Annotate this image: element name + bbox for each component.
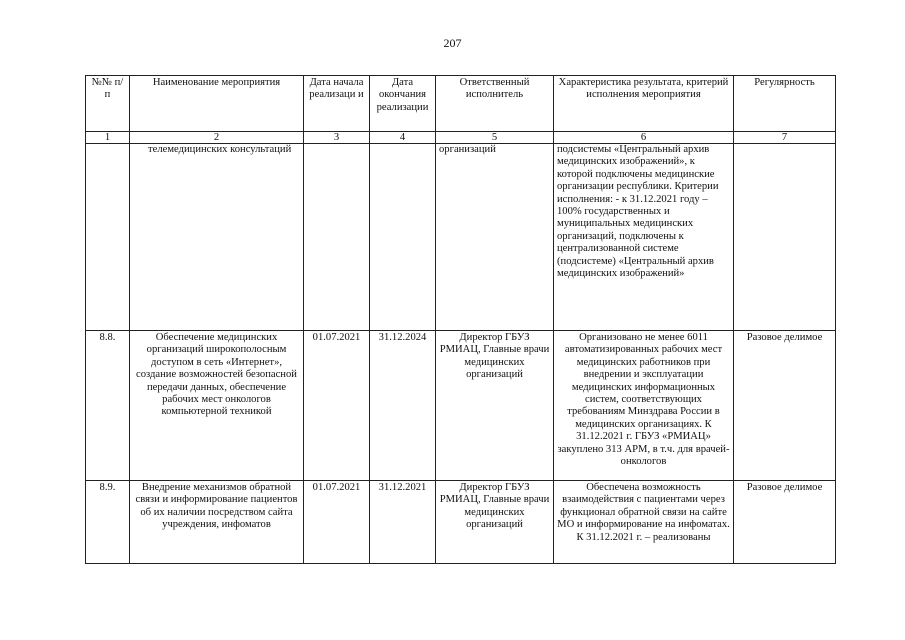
- end-date: 31.12.2024: [370, 331, 436, 481]
- table-row: [86, 331, 836, 481]
- executor: организаций: [436, 144, 554, 331]
- column-number: 3: [304, 132, 370, 144]
- activity-name: Внедрение механизмов обратной связи и информирование пациентов об их наличии посредством сайта учреждения, инфоматов: [130, 481, 304, 564]
- regularity: Разовое делимое: [734, 331, 836, 481]
- header-cell: Характеристика результата, критерий исполнения мероприятия: [554, 76, 734, 132]
- header-cell: Ответственный исполнитель: [436, 76, 554, 132]
- header-cell: №№ п/п: [86, 76, 130, 132]
- column-number-row: [86, 132, 836, 144]
- activities-table: [85, 75, 836, 564]
- column-number: 4: [370, 132, 436, 144]
- executor: Директор ГБУЗ РМИАЦ, Главные врачи медицинских организаций: [436, 331, 554, 481]
- table-row: [86, 481, 836, 564]
- start-date: 01.07.2021: [304, 331, 370, 481]
- column-number: 5: [436, 132, 554, 144]
- row-number: 8.8.: [86, 331, 130, 481]
- page-number: 207: [443, 36, 462, 50]
- end-date: 31.12.2021: [370, 481, 436, 564]
- regularity: Разовое делимое: [734, 481, 836, 564]
- result-description: Организовано не менее 6011 автоматизированных рабочих мест медицинских работников при внедрении и эксплуатации медицинских информационных систем, соответствующих требованиям Минздрава России в медицинских организациях. К 31.12.2021 г. ГБУЗ «РМИАЦ» закуплено 313 АРМ, в т.ч. для врачей-онкологов: [554, 331, 734, 481]
- row-number: [86, 144, 130, 331]
- column-number: 6: [554, 132, 734, 144]
- column-number: 7: [734, 132, 836, 144]
- header-cell: Наименование мероприятия: [130, 76, 304, 132]
- activity-name: телемедицинских консультаций: [130, 144, 304, 331]
- executor: Директор ГБУЗ РМИАЦ, Главные врачи медицинских организаций: [436, 481, 554, 564]
- header-cell: Дата начала реализаци и: [304, 76, 370, 132]
- table-row: [86, 144, 836, 331]
- start-date: 01.07.2021: [304, 481, 370, 564]
- regularity: [734, 144, 836, 331]
- activity-name: Обеспечение медицинских организаций широкополосным доступом в сеть «Интернет», создание возможностей безопасной передачи данных, обеспечение рабочих мест онкологов компьютерной техникой: [130, 331, 304, 481]
- header-row: [86, 76, 836, 132]
- column-number: 2: [130, 132, 304, 144]
- result-description: Обеспечена возможность взаимодействия с пациентами через функционал обратной связи на сайте МО и информирование на инфоматах. К 31.12.2021 г. – реализованы: [554, 481, 734, 564]
- row-number: 8.9.: [86, 481, 130, 564]
- column-number: 1: [86, 132, 130, 144]
- header-cell: Регулярность: [734, 76, 836, 132]
- header-cell: Дата окончания реализации: [370, 76, 436, 132]
- start-date: [304, 144, 370, 331]
- result-description: подсистемы «Центральный архив медицинских изображений», к которой подключены медицинские организации республики. Критерии исполнения: - к 31.12.2021 году – 100% государственных и муниципальных медицинских организаций, подключены к централизованной системе (подсистеме) «Центральный архив медицинских изображений»: [554, 144, 734, 331]
- end-date: [370, 144, 436, 331]
